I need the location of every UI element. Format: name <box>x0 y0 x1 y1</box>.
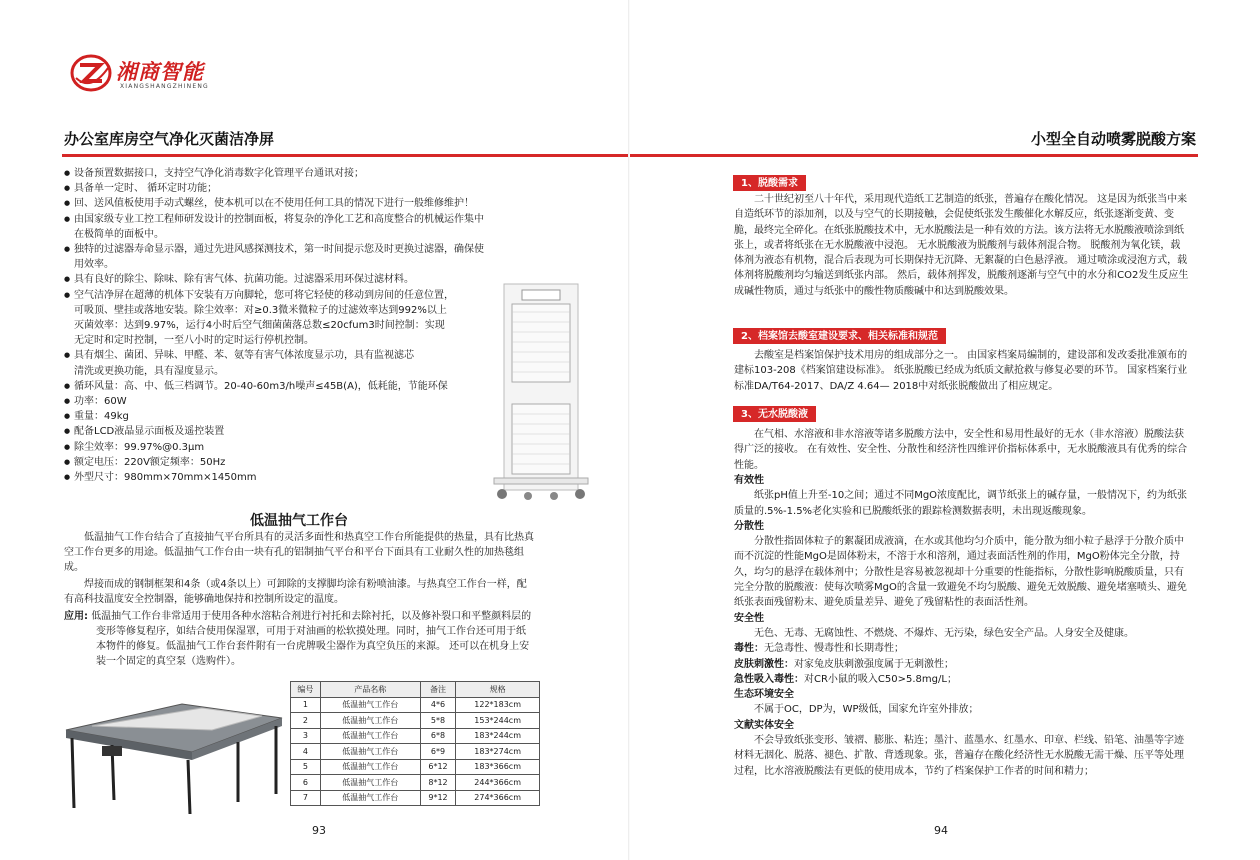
vacuum-table-image <box>62 690 284 816</box>
feature-item: ● 设备预置数据接口，支持空气净化消毒数字化管理平台通讯对接； <box>64 166 534 181</box>
dispersion-label: 分散性 <box>734 520 764 532</box>
table-cell: 6 <box>291 775 321 791</box>
section-3-text: 在气相、水溶液和非水溶液等诸多脱酸方法中，安全性和易用性最好的无水（非水溶液）脱酸法获得广泛的接收。 在有效性、安全性、分散性和经济性四维评价指标体系中，无水脱酸液具有优秀的综合性能。 <box>734 429 1188 471</box>
right-page <box>630 0 1260 860</box>
feature-item: ● 额定电压：220V额定频率：50Hz <box>64 455 534 470</box>
section-2-text: 去酸室是档案馆保护技术用房的组成部分之一。 由国家档案局编制的，建设部和发改委批准颁布的建标103-208《档案馆建设标准》。 纸张脱酸已经成为纸质文献抢救与修复必要的环节。 国家档案行业标准DA/T64-2017、DA/Z 4.64— 2018中对纸张脱酸做出了相应规定。 <box>734 350 1188 392</box>
section-tag-1: 1、脱酸需求 <box>733 175 806 191</box>
intro-paragraph: 低温抽气工作台结合了直接抽气平台所具有的灵活多面性和热真空工作台所能提供的热量，具有比热真空工作台更多的用途。低温抽气工作台由一块有孔的铝制抽气平台和平台下面具有工业耐久性的加热毯组成。 <box>64 532 534 573</box>
table-row <box>291 775 540 791</box>
table-cell: 183*274cm <box>456 744 540 760</box>
document-safety-text: 不会导致纸张变形、皱褶、膨胀、粘连；墨汁、蓝墨水、红墨水、印章、栏线、铅笔、油墨等字迹材料无洇化、脱落、褪色、扩散、背透现象。张，普遍存在酸化经济性无水脱酸无需干燥、压平等处理过程，比水溶液脱酸法有更低的使用成本，节约了档案保护工作者的时间和精力； <box>734 735 1184 777</box>
effectiveness-text: 纸张pH值上升至-10之间；通过不同MgO浓度配比，调节纸张上的碱存量，一般情况下，约为纸张质量的.5%-1.5%老化实验和已脱酸纸张的跟踪检测数据表明，未出现返酸现象。 <box>734 490 1188 517</box>
toxicity-label: 毒性： <box>734 643 764 655</box>
frame-paragraph: 焊接而成的钢制框架和4条（或4条以上）可卸除的支撑脚均涂有粉喷油漆。与热真空工作台一样，配有高科技温度安全控制器，能够确地保持和控制所设定的温度。 <box>64 579 527 605</box>
col-header-name: 产品名称 <box>320 682 420 698</box>
dispersion-text: 分散性指固体粒子的絮凝团成液滴，在水或其他均匀介质中，能分散为细小粒子悬浮于分散介质中而不沉淀的性能MgO是固体粉末，不溶于水和溶剂，通过表面活性剂的作用，MgO粉体完全分散，持久，均匀的悬浮在载体剂中；分散性是容易被忽视却十分重要的性能指标，分散性影响脱酸质量，只有完全分散的脱酸液：使每次喷雾MgO的含量一致避免不均匀脱酸、避免无效脱酸、避免堵塞喷头、避免纸张表面残留粉末、避免质量差异、避免了残留粘性的表面活性剂。 <box>734 536 1187 609</box>
page-number: 94 <box>934 824 948 837</box>
feature-item: ● 空气洁净屏在超薄的机体下安装有万向脚轮，您可将它轻使的移动到房间的任意位置， <box>64 288 534 303</box>
table-cell: 5*8 <box>420 713 456 729</box>
feature-item: 灭菌效率：达到9.97%，运行4小时后空气细菌菌落总数≤20cfum3时间控制：实现 <box>74 320 445 332</box>
table-row <box>291 697 540 713</box>
table-cell: 8*12 <box>420 775 456 791</box>
feature-item: ● 功率：60W <box>64 394 534 409</box>
table-cell: 122*183cm <box>456 697 540 713</box>
application-label: 应用: <box>64 611 88 622</box>
effectiveness-block <box>734 473 1190 779</box>
table-cell: 183*244cm <box>456 728 540 744</box>
right-page-title: 小型全自动喷雾脱酸方案 <box>1030 130 1196 148</box>
table-row <box>291 790 540 806</box>
col-header-no: 编号 <box>291 682 321 698</box>
table-cell: 低温抽气工作台 <box>320 697 420 713</box>
environment-label: 生态环境安全 <box>734 689 794 701</box>
table-cell: 2 <box>291 713 321 729</box>
section-tag-3: 3、无水脱酸液 <box>733 406 816 422</box>
table-cell: 低温抽气工作台 <box>320 775 420 791</box>
feature-item: ● 具有烟尘、菌团、异味、甲醛、苯、氨等有害气体浓度显示功，具有监视滤芯 <box>64 348 534 363</box>
safety-text: 无色、无毒、无腐蚀性、不燃烧、不爆炸、无污染，绿色安全产品。人身安全及健康。 <box>754 627 1134 639</box>
section-tag-2: 2、档案馆去酸室建设要求、相关标准和规范 <box>733 328 946 344</box>
skin-label: 皮肤刺激性： <box>734 658 794 670</box>
air-purifier-image <box>492 282 590 504</box>
feature-item: ● 重量：49kg <box>64 409 534 424</box>
section-1-text: 二十世纪初至八十年代，采用现代造纸工艺制造的纸张，普遍存在酸化情况。 这是因为纸张当中来自造纸环节的添加剂，以及与空气的长期接触，会促使纸张发生酸催化水解反应，纸张逐渐变黄、变脆，最终完全碎化。在纸张脱酸技术中，无水脱酸法是一种有效的方法。该方法将无水脱酸液喷涂到纸张上，或者将纸张在无水脱酸液中浸泡。 无水脱酸液为脱酸剂与载体剂混合物。 脱酸剂为氧化镁，载体剂为液态有机物，混合后表现为可长期保持无沉降、无絮凝的白色悬浮液。 通过喷涂或浸泡方式，载体剂将脱酸剂均匀输送到纸张内部。 然后，载体剂挥发，脱酸剂逐渐与空气中的水分和CO2发生反应生成碱性物质，通过与纸张中的酸性物质酸碱中和达到脱酸效果。 <box>734 194 1189 297</box>
table-cell: 4 <box>291 744 321 760</box>
logo-mark-icon <box>70 52 112 94</box>
feature-item: ● 由国家级专业工控工程师研发设计的控制面板，将复杂的净化工艺和高度整合的机械运作集中 <box>64 212 534 227</box>
environment-text: 不属于OC，DP为，WP级低，国家允许室外排放； <box>754 704 979 716</box>
table-cell: 6*8 <box>420 728 456 744</box>
table-cell: 7 <box>291 790 321 806</box>
feature-item: 清洗或更换功能，具有湿度显示。 <box>74 365 224 377</box>
table-cell: 244*366cm <box>456 775 540 791</box>
feature-item: ● 配备LCD液晶显示面板及遥控装置 <box>64 424 534 439</box>
table-row <box>291 744 540 760</box>
table-cell: 153*244cm <box>456 713 540 729</box>
feature-list <box>64 166 534 485</box>
feature-item: ● 除尘效率：99.97%@0.3μm <box>64 440 534 455</box>
table-cell: 低温抽气工作台 <box>320 790 420 806</box>
table-cell: 低温抽气工作台 <box>320 759 420 775</box>
table-cell: 低温抽气工作台 <box>320 744 420 760</box>
feature-item: 可吸顶、壁挂或落地安装。除尘效率：对≥0.3微米微粒子的过滤效率达到992%以上 <box>74 304 447 316</box>
feature-item: ● 具有良好的除尘、除味、除有害气体、抗菌功能。过滤器采用环保过滤材料。 <box>64 272 534 287</box>
feature-item: 在极简单的面板中。 <box>74 228 164 240</box>
left-page-title: 办公室库房空气净化灭菌洁净屏 <box>64 130 275 148</box>
document-safety-label: 文献实体安全 <box>734 719 794 731</box>
table-cell: 5 <box>291 759 321 775</box>
application-text: 低温抽气工作台非常适用于使用各种水溶粘合剂进行衬托和去除衬托，以及修补裂口和平整颜料层的变形等修复程序，如结合使用保湿罩，可用于对油画的松软摸处理。同时，抽气工作台还可用于纸本物件的修复。低温抽气工作台套件附有一台虎牌吸尘器作为真空负压的来源。 还可以在机身上安装一个固定的真空泵（选购件）。 <box>91 611 532 667</box>
table-cell: 6*9 <box>420 744 456 760</box>
table-cell: 183*366cm <box>456 759 540 775</box>
feature-item: ● 回、送风值板使用手动式螺丝，使本机可以在不使用任何工具的情况下进行一般维修维护！ <box>64 196 534 211</box>
logo-subtitle: XIANGSHANGZHINENG <box>120 83 209 90</box>
safety-label: 安全性 <box>734 612 764 624</box>
table-cell: 9*12 <box>420 790 456 806</box>
spec-table <box>290 681 540 806</box>
page-number: 93 <box>312 824 326 837</box>
feature-item: ● 具备单一定时、 循环定时功能； <box>64 181 534 196</box>
left-header-rule <box>62 154 630 157</box>
table-cell: 4*6 <box>420 697 456 713</box>
inhalation-label: 急性吸入毒性： <box>734 673 804 685</box>
right-header-rule <box>630 154 1198 157</box>
table-cell: 低温抽气工作台 <box>320 713 420 729</box>
table-row <box>291 713 540 729</box>
toxicity-text: 无急毒性、慢毒性和长期毒性； <box>764 643 904 655</box>
inhalation-text: 对CR小鼠的吸入C50>5.8mg/L； <box>804 673 957 685</box>
table-row <box>291 728 540 744</box>
col-header-note: 备注 <box>420 682 456 698</box>
skin-text: 对家兔皮肤刺激强度属于无刺激性； <box>794 658 954 670</box>
application-paragraph <box>64 609 534 669</box>
table-cell: 1 <box>291 697 321 713</box>
col-header-spec: 规格 <box>456 682 540 698</box>
table-cell: 6*12 <box>420 759 456 775</box>
feature-item: ● 外型尺寸：980mm×70mm×1450mm <box>64 470 534 485</box>
feature-item: 用效率。 <box>74 259 114 271</box>
company-logo <box>70 52 210 98</box>
table-cell: 低温抽气工作台 <box>320 728 420 744</box>
feature-item: ● 独特的过滤器寿命显示器，通过先进风感探测技术，第一时间提示您及时更换过滤器，确保使 <box>64 242 534 257</box>
section-title: 低温抽气工作台 <box>250 513 348 529</box>
logo-name: 湘商智能 <box>116 60 204 84</box>
table-row <box>291 759 540 775</box>
feature-item: 无定时和定时控制，一至八小时的定时运行停机控制。 <box>74 335 314 347</box>
feature-item: ● 循环风量：高、中、低三档调节。20-40-60m3/h噪声≤45B(A)，低耗能，节能环保 <box>64 379 534 394</box>
table-cell: 274*366cm <box>456 790 540 806</box>
table-cell: 3 <box>291 728 321 744</box>
effectiveness-label: 有效性 <box>734 475 764 486</box>
